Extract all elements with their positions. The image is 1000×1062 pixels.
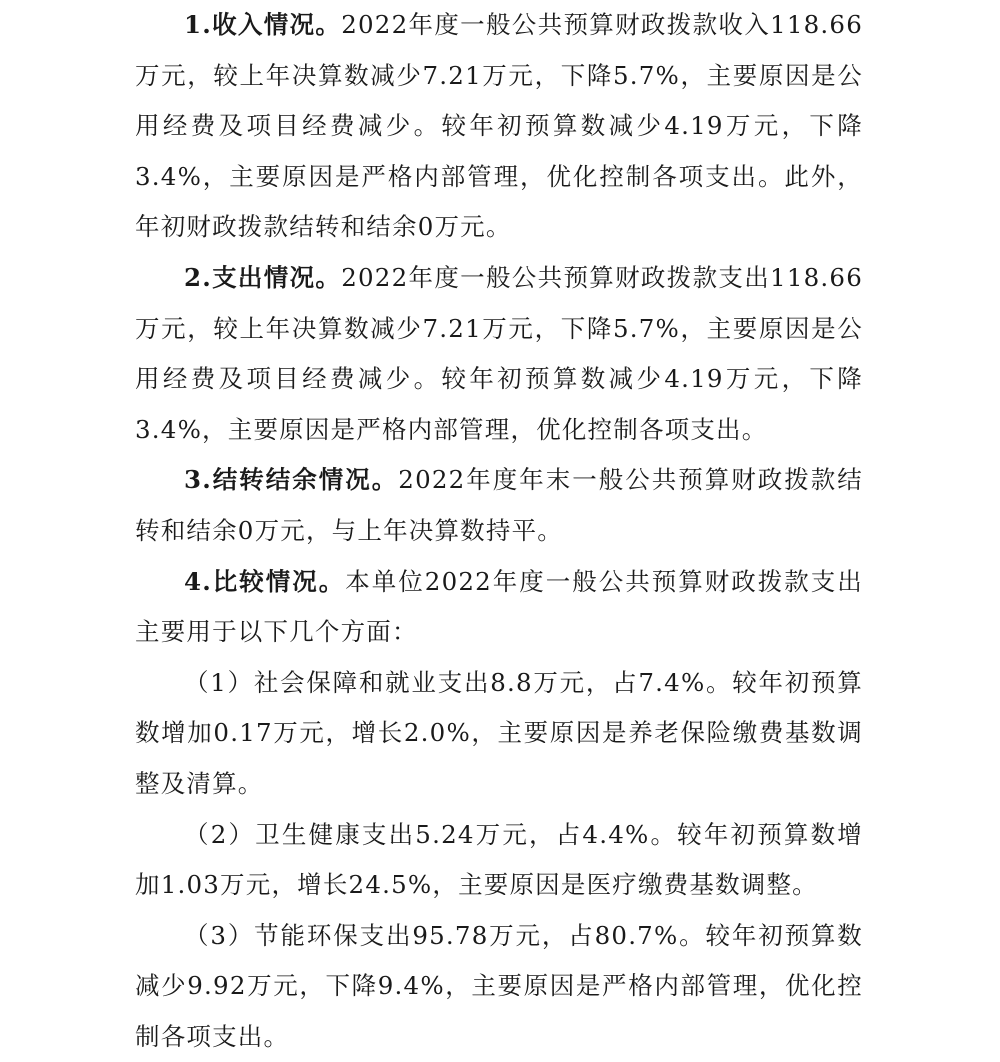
carryover-body: 2022年度年末一般公共预算财政拨款结转和结余0万元，与上年决算数持平。 [135, 465, 863, 545]
social-security-item: （1）社会保障和就业支出8.8万元，占7.4%。较年初预算数增加0.17万元，增长2.0%，主要原因是养老保险缴费基数调整及清算。 [135, 667, 863, 798]
expenditure-body: 2022年度一般公共预算财政拨款支出118.66万元，较上年决算数减少7.21万元，下降5.7%，主要原因是公用经费及项目经费减少。较年初预算数减少4.19万元，下降3.4%，主要原因是严格内部管理，优化控制各项支出。 [135, 262, 863, 444]
document-page [135, 0, 863, 1062]
carryover-heading: 3.结转结余情况。 [184, 465, 399, 495]
health-item: （2）卫生健康支出5.24万元，占4.4%。较年初预算数增加1.03万元，增长24.5%，主要原因是医疗缴费基数调整。 [135, 819, 863, 900]
income-paragraph [135, 0, 863, 253]
income-heading: 1.收入情况。 [184, 10, 342, 39]
comparison-body: 本单位2022年度一般公共预算财政拨款支出主要用于以下几个方面： [135, 566, 863, 647]
comparison-paragraph [135, 557, 863, 658]
comparison-heading: 4.比较情况。 [184, 566, 346, 596]
expenditure-paragraph [135, 253, 863, 455]
expenditure-heading: 2.支出情况。 [184, 262, 342, 292]
income-body: 2022年度一般公共预算财政拨款收入118.66万元，较上年决算数减少7.21万元，下降5.7%，主要原因是公用经费及项目经费减少。较年初预算数减少4.19万元，下降3.4%，主要原因是严格内部管理，优化控制各项支出。此外，年初财政拨款结转和结余0万元。 [135, 10, 863, 242]
energy-environment-item: （3）节能环保支出95.78万元，占80.7%。较年初预算数减少9.92万元，下降9.4%，主要原因是严格内部管理，优化控制各项支出。 [135, 920, 863, 1051]
carryover-paragraph [135, 455, 863, 556]
